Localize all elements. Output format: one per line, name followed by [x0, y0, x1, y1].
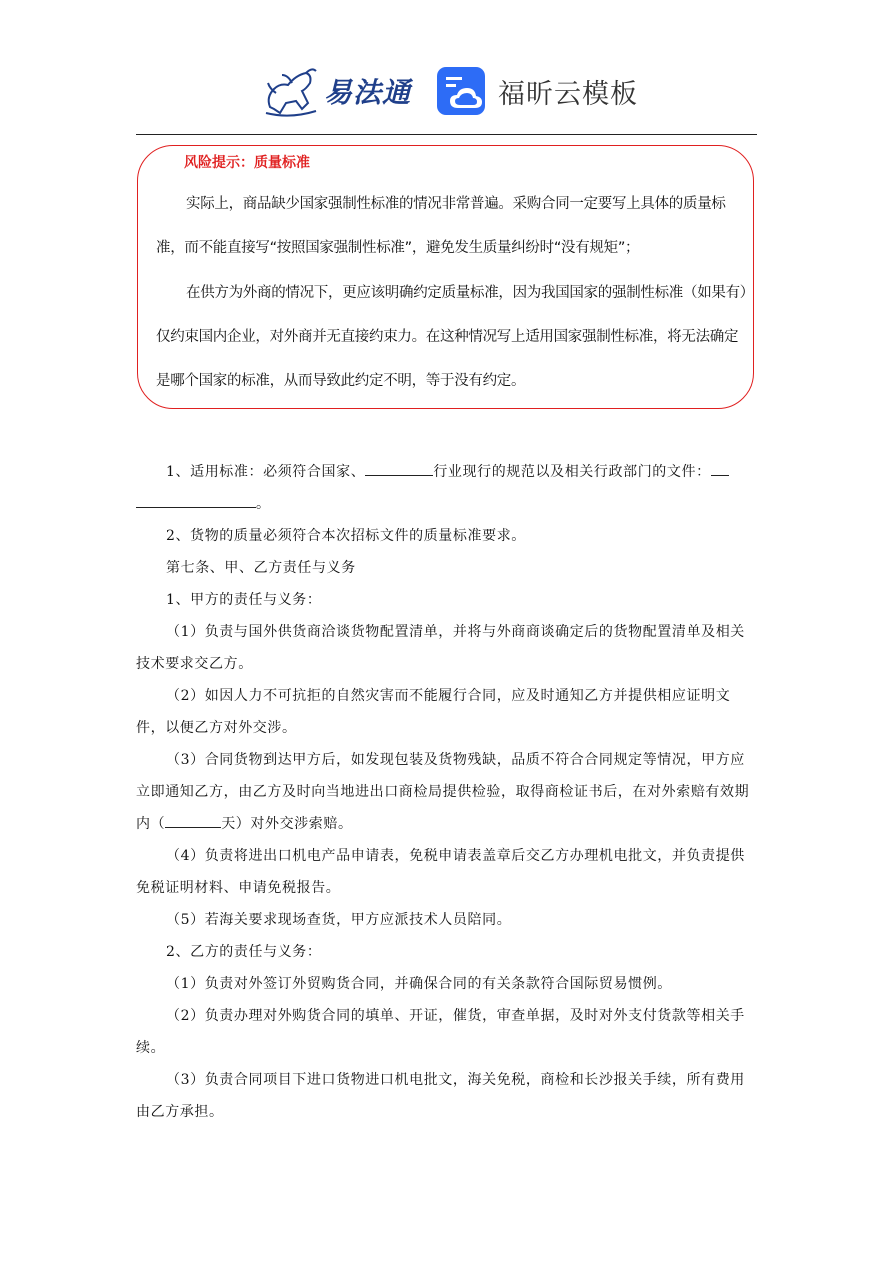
page-header	[0, 58, 893, 124]
risk-paragraph: 实际上，商品缺少国家强制性标准的情况非常普遍。采购合同一定要写上具体的质量标准，而不能直接写“按照国家强制性标准”，避免发生质量纠纷时“没有规矩”；	[156, 196, 726, 256]
contract-body	[136, 456, 758, 1128]
risk-notice-box	[137, 145, 754, 409]
article-heading: 第七条、甲、乙方责任与义务	[166, 560, 356, 576]
clause-line: 2、乙方的责任与义务：	[166, 944, 322, 960]
clause-text: 1、适用标准：必须符合国家、	[166, 464, 366, 480]
clause-line: （4）负责将进出口机电产品申请表，免税申请表盖章后交乙方办理机电批文，并负责提供免税证明材料、申请免税报告。	[136, 848, 745, 896]
clause-line	[136, 744, 758, 840]
fill-blank[interactable]	[165, 809, 221, 828]
fill-blank[interactable]	[711, 457, 729, 476]
clause-line: （3）负责合同项目下进口货物进口机电批文，海关免税，商检和长沙报关手续，所有费用由乙方承担。	[136, 1072, 745, 1120]
clause-line: （1）负责与国外供货商洽谈货物配置清单，并将与外商商谈确定后的货物配置清单及相关技术要求交乙方。	[136, 624, 745, 672]
clause-text: 行业现行的规范以及相关行政部门的文件：	[433, 464, 711, 480]
clause-line	[136, 456, 758, 520]
yifatong-logo	[262, 62, 411, 120]
clause-line: 2、货物的质量必须符合本次招标文件的质量标准要求。	[166, 528, 526, 544]
qilin-icon	[262, 63, 320, 119]
cloud-template-icon	[436, 66, 486, 116]
header-divider	[136, 134, 757, 135]
fill-blank[interactable]	[365, 457, 433, 476]
clause-text: （3）合同货物到达甲方后，如发现包装及货物残缺，品质不符合合同规定等情况，甲方应立即通知乙方，由乙方及时向当地进出口商检局提供检验，取得商检证书后，在对外索赔有效期内（	[136, 752, 750, 832]
clause-line: （2）如因人力不可抗拒的自然灾害而不能履行合同，应及时通知乙方并提供相应证明文件，以便乙方对外交涉。	[136, 688, 731, 736]
risk-notice-title: 风险提示：质量标准	[184, 155, 310, 171]
clause-line: （5）若海关要求现场查货，甲方应派技术人员陪同。	[166, 912, 512, 928]
clause-line: （2）负责办理对外购货合同的填单、开证，催货，审查单据，及时对外支付货款等相关手续。	[136, 1008, 745, 1056]
clause-line: （1）负责对外签订外贸购货合同，并确保合同的有关条款符合国际贸易惯例。	[166, 976, 672, 992]
clause-text: 天）对外交涉索赔。	[221, 816, 353, 832]
risk-paragraph: 在供方为外商的情况下，更应该明确约定质量标准，因为我国国家的强制性标准（如果有）仅约束国内企业，对外商并无直接约束力。在这种情况写上适用国家强制性标准，将无法确定是哪个国家的标准，从而导致此约定不明，等于没有约定。	[156, 285, 747, 389]
yifatong-brand-text: 易法通	[324, 76, 412, 109]
foxit-brand-text: 福昕云模板	[498, 78, 638, 110]
clause-line: 1、甲方的责任与义务：	[166, 592, 322, 608]
foxit-logo	[436, 64, 638, 118]
fill-blank[interactable]	[136, 489, 256, 508]
clause-text: 。	[256, 496, 271, 512]
